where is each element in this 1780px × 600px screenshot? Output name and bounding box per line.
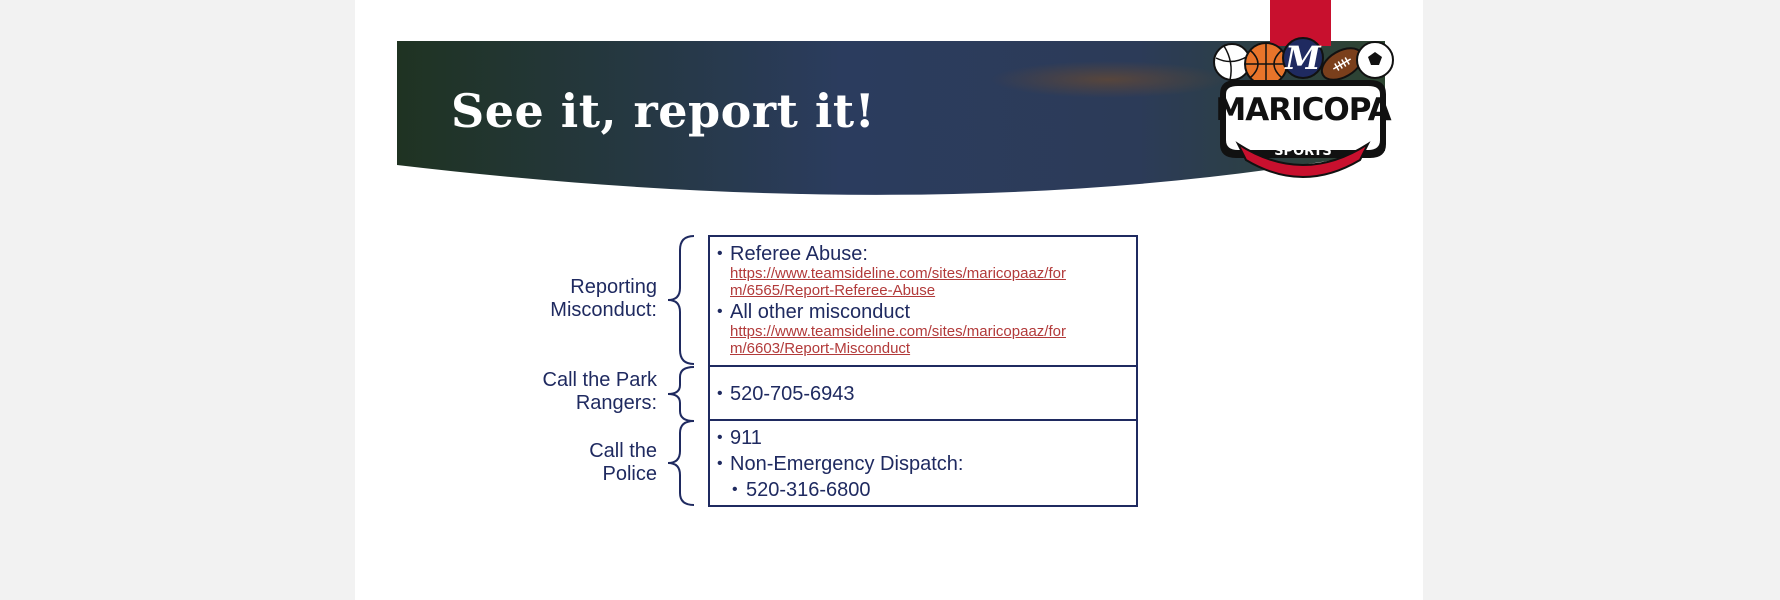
list-item-911: • 911: [710, 427, 1136, 449]
slide-title: See it, report it!: [451, 84, 876, 138]
list-item-dispatch-phone: • 520-316-6800: [710, 479, 1136, 501]
list-item-other-misconduct: • All other misconduct: [710, 301, 1136, 323]
misconduct-link[interactable]: https://www.teamsideline.com/sites/maricopaaz/for m/6603/Report-Misconduct: [730, 323, 1066, 357]
logo-letter: M: [1285, 39, 1321, 77]
brace-police: [664, 419, 698, 507]
slide: [355, 0, 1423, 600]
brace-rangers: [664, 365, 698, 423]
list-item-referee-abuse: • Referee Abuse:: [710, 243, 1136, 265]
label-police: Call the Police: [589, 440, 657, 485]
logo-name: MARICOPA: [1215, 92, 1391, 128]
reporting-box: [708, 235, 1138, 367]
logo-tagline: SPORTS: [1274, 144, 1332, 159]
list-item-non-emergency: • Non-Emergency Dispatch:: [710, 453, 1136, 475]
rangers-box: [708, 365, 1138, 421]
label-park-rangers: Call the Park Rangers:: [542, 369, 657, 414]
label-reporting-misconduct: Reporting Misconduct:: [550, 276, 657, 321]
list-item-ranger-phone: • 520-705-6943: [710, 383, 1136, 405]
maricopa-sports-logo: [1210, 36, 1396, 184]
brace-reporting: [664, 234, 698, 366]
police-box: [708, 419, 1138, 507]
referee-abuse-link[interactable]: https://www.teamsideline.com/sites/maricopaaz/for m/6565/Report-Referee-Abuse: [730, 265, 1066, 299]
